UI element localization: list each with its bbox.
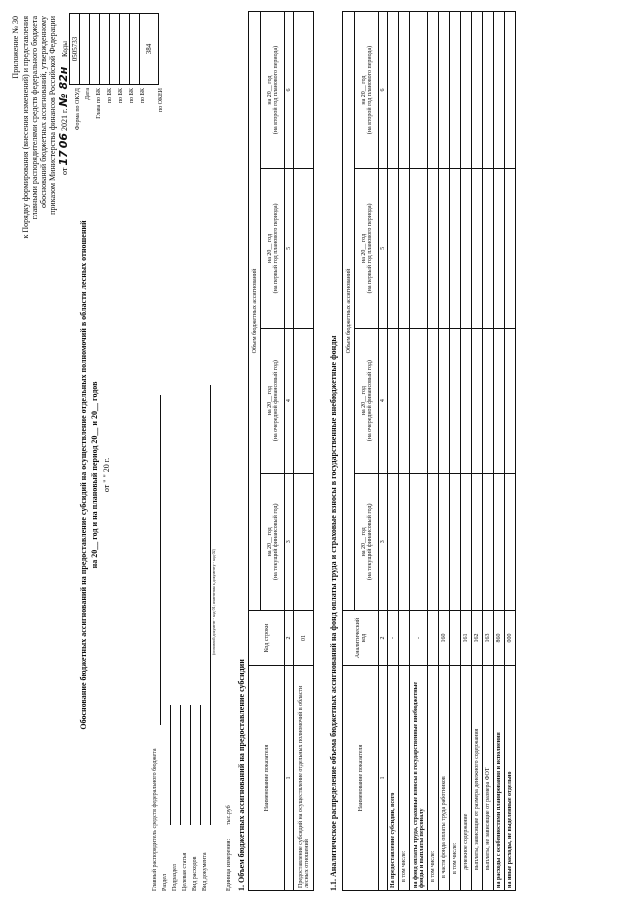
units-value: тыс.руб xyxy=(226,805,232,825)
s11-row-plan2[interactable] xyxy=(439,12,450,169)
code-date xyxy=(80,14,90,85)
s1-num-4: 4 xyxy=(285,328,294,473)
appendix-line-3: обоснований бюджетных ассигнований, утвержденному xyxy=(39,16,48,208)
section11-table xyxy=(342,11,516,891)
s11-row-code: 161 xyxy=(461,611,472,666)
s11-row-next[interactable] xyxy=(410,328,428,473)
s11-row-plan1[interactable] xyxy=(388,169,399,329)
s11-col-plan1-year: на 20__ год xyxy=(360,233,367,263)
code-label-bk-1: по БК xyxy=(107,88,113,104)
s11-row-cur[interactable] xyxy=(505,473,516,610)
code-label-glava: Глава по БК xyxy=(96,88,102,119)
s11-row-code xyxy=(428,611,439,666)
s11-row-code: 000 xyxy=(505,611,516,666)
date-prefix: от xyxy=(60,167,69,175)
s11-row-plan2[interactable] xyxy=(505,12,516,169)
s11-row-cur[interactable] xyxy=(428,473,439,610)
s11-row-cur[interactable] xyxy=(388,473,399,610)
s11-row-plan1[interactable] xyxy=(483,169,494,329)
code-label-okud: Форма по ОКУД xyxy=(75,88,81,131)
s11-table-row xyxy=(505,12,516,891)
s11-row-name: в том числе: xyxy=(428,666,439,891)
s11-row-name: на расходы с особенностями планирования и исполнения xyxy=(494,666,505,891)
s11-row-next[interactable] xyxy=(505,328,516,473)
s11-row-cur[interactable] xyxy=(399,473,410,610)
s11-table-row xyxy=(450,12,461,891)
s11-row-next[interactable] xyxy=(494,328,505,473)
code-label-bk-2: по БК xyxy=(118,88,124,104)
s11-row-plan1[interactable] xyxy=(428,169,439,329)
code-glava xyxy=(90,14,100,85)
s11-row-plan1[interactable] xyxy=(472,169,483,329)
s11-row-plan2[interactable] xyxy=(461,12,472,169)
s11-table-row xyxy=(388,12,399,891)
s11-row-cur[interactable] xyxy=(483,473,494,610)
s11-row-next[interactable] xyxy=(483,328,494,473)
s11-row-code: - xyxy=(410,611,428,666)
s11-body xyxy=(388,12,516,891)
s1-col-next-sub: (на очередной финансовый год) xyxy=(272,360,279,442)
field-podrazdel-line[interactable] xyxy=(180,705,181,825)
s11-num-4: 4 xyxy=(379,328,388,473)
s11-col-volume: Объем бюджетных ассигнований xyxy=(343,12,355,611)
s11-row-cur[interactable] xyxy=(461,473,472,610)
s1-col-plan1-sub: (на первый год планового периода) xyxy=(272,203,279,294)
s11-row-name: в том числе: xyxy=(399,666,410,891)
s11-row-code xyxy=(399,611,410,666)
s1-row-plan1[interactable] xyxy=(294,169,314,329)
s11-table-row xyxy=(483,12,494,891)
date-day: 17 xyxy=(57,150,70,166)
s1-num-6: 6 xyxy=(285,12,294,169)
field-gras-label: Главный распорядитель средств федерального бюджета xyxy=(152,748,158,891)
date-year: 2021 г. xyxy=(60,108,69,131)
s11-table-row xyxy=(472,12,483,891)
s11-row-plan1[interactable] xyxy=(505,169,516,329)
s11-row-name: в том числе: xyxy=(450,666,461,891)
s1-col-plan2 xyxy=(261,12,285,169)
s11-col-plan2-sub: (на второй год планового периода) xyxy=(366,45,373,135)
code-label-bk-4: по БК xyxy=(140,88,146,104)
field-podrazdel-label: Подраздел xyxy=(172,864,178,891)
s11-row-next[interactable] xyxy=(399,328,410,473)
units-label: Единица измерения: xyxy=(226,838,232,891)
s1-col-cur xyxy=(261,473,285,610)
s11-col-next xyxy=(355,328,379,473)
s1-row-plan2[interactable] xyxy=(294,12,314,169)
s1-num-1: 1 xyxy=(285,666,294,891)
field-razdel-label: Раздел xyxy=(162,874,168,891)
s11-col-code: Аналитический код xyxy=(343,611,379,666)
code-bk-3 xyxy=(120,14,130,85)
s11-row-name: выплаты, зависящие от размера денежного содержания xyxy=(472,666,483,891)
field-target-label: Целевая статья xyxy=(182,852,188,891)
code-okud: 0505733 xyxy=(70,14,80,85)
section1-title: 1. Объем бюджетных ассигнований на предоставление субсидии xyxy=(237,659,246,891)
s11-table-row xyxy=(399,12,410,891)
s1-row-code: 01 xyxy=(294,611,314,666)
s11-table-row xyxy=(428,12,439,891)
codes-header: Коды xyxy=(60,41,69,57)
code-label-okei: по ОКЕИ xyxy=(158,88,164,113)
s11-col-cur-sub: (на текущий финансовый год) xyxy=(366,503,373,581)
s1-row-cur[interactable] xyxy=(294,473,314,610)
s1-col-next-year: на 20__ год xyxy=(266,386,273,416)
s11-row-plan2[interactable] xyxy=(410,12,428,169)
code-okei: 384 xyxy=(140,14,159,85)
order-number: № 82н xyxy=(57,66,70,107)
s1-col-volume: Объем бюджетных ассигнований xyxy=(249,12,261,611)
s11-row-name: На предоставление субсидии, всего xyxy=(388,666,399,891)
s11-row-next[interactable] xyxy=(450,328,461,473)
s11-num-3: 3 xyxy=(379,473,388,610)
field-gras-line[interactable] xyxy=(160,395,161,725)
code-label-bk-3: по БК xyxy=(129,88,135,104)
s11-row-plan1[interactable] xyxy=(450,169,461,329)
s11-row-next[interactable] xyxy=(388,328,399,473)
s11-row-plan1[interactable] xyxy=(461,169,472,329)
s1-row-name: Предоставление субсидий на осуществление отдельных полномочий в области лесных отношений xyxy=(294,666,314,891)
s11-row-name: выплаты, не зависящие от размера ФОТ xyxy=(483,666,494,891)
s11-row-plan2[interactable] xyxy=(483,12,494,169)
s11-row-cur[interactable] xyxy=(450,473,461,610)
date-month: 06 xyxy=(57,132,70,149)
appendix-line-2: главными распорядителями средств федерального бюджета xyxy=(30,16,39,220)
s1-col-cur-year: на 20__ год xyxy=(266,527,273,557)
s11-table-row xyxy=(410,12,428,891)
s11-table-row xyxy=(461,12,472,891)
s11-row-name: денежное содержание xyxy=(461,666,472,891)
s11-col-next-sub: (на очередной финансовый год) xyxy=(366,360,373,442)
s11-row-cur[interactable] xyxy=(494,473,505,610)
field-target-line[interactable] xyxy=(190,705,191,825)
s11-col-next-year: на 20__ год xyxy=(360,386,367,416)
s1-num-5: 5 xyxy=(285,169,294,329)
s11-row-cur[interactable] xyxy=(439,473,450,610)
code-label-date: Дата xyxy=(85,88,91,100)
s11-col-cur xyxy=(355,473,379,610)
s11-row-plan1[interactable] xyxy=(399,169,410,329)
s1-col-plan1 xyxy=(261,169,285,329)
s11-row-plan1[interactable] xyxy=(439,169,450,329)
s11-row-name: на фонд оплаты труда, страховые взносы в государственные внебюджетные фонды и выплаты персоналу xyxy=(410,666,428,891)
s11-col-name: Наименование показателя xyxy=(343,666,379,891)
s11-row-next[interactable] xyxy=(461,328,472,473)
s1-col-cur-sub: (на текущий финансовый год) xyxy=(272,503,279,581)
code-bk-4 xyxy=(130,14,140,85)
s11-num-5: 5 xyxy=(379,169,388,329)
s11-row-name: на иные расходы, не выделенные отдельно xyxy=(505,666,516,891)
s1-col-plan1-year: на 20__ год xyxy=(266,233,273,263)
s11-row-next[interactable] xyxy=(428,328,439,473)
s11-row-next[interactable] xyxy=(472,328,483,473)
s11-col-plan2 xyxy=(355,12,379,169)
s11-row-plan2[interactable] xyxy=(399,12,410,169)
s11-row-code: - xyxy=(388,611,399,666)
s11-row-name: в части фонда оплаты труда работников xyxy=(439,666,450,891)
s11-row-plan2[interactable] xyxy=(494,12,505,169)
s11-row-next[interactable] xyxy=(439,328,450,473)
s11-row-plan1[interactable] xyxy=(410,169,428,329)
field-razdel-line[interactable] xyxy=(170,705,171,825)
document-date-line: от " " 20 г. xyxy=(102,457,111,493)
codes-table xyxy=(60,13,159,85)
document-subtitle: на 20__ год и на плановый период 20__ и 20__ годов xyxy=(90,381,99,569)
s11-row-plan1[interactable] xyxy=(494,169,505,329)
appendix-number: Приложение № 30 xyxy=(11,16,20,79)
s11-row-code: 860 xyxy=(494,611,505,666)
document-title: Обоснование бюджетных ассигнований на предоставление субсидий на осуществление отдельных полномочий в области лесных отношений xyxy=(79,220,88,730)
s11-col-plan1 xyxy=(355,169,379,329)
s11-row-plan2[interactable] xyxy=(450,12,461,169)
s11-num-1: 1 xyxy=(379,666,388,891)
s11-num-2: 2 xyxy=(379,611,388,666)
document-hint: (основной документ - код 01; изменения к документу - код 02) xyxy=(211,549,216,655)
s11-row-plan2[interactable] xyxy=(472,12,483,169)
s11-row-code xyxy=(450,611,461,666)
s1-col-code: Код строки xyxy=(249,611,285,666)
s1-col-next xyxy=(261,328,285,473)
section1-table xyxy=(248,11,314,891)
code-bk-2 xyxy=(110,14,120,85)
section11-title: 1.1. Аналитическое распределение объема бюджетных ассигнований на фонд оплаты труда и страховые взносы в государственные внебюджетные фонды xyxy=(329,335,338,891)
appendix-line-1: к Порядку формирования (внесения изменений) и представления xyxy=(21,16,30,239)
s11-table-row xyxy=(439,12,450,891)
s11-col-cur-year: на 20__ год xyxy=(360,527,367,557)
s1-col-plan2-sub: (на второй год планового периода) xyxy=(272,45,279,135)
s1-col-plan2-year: на 20__ год xyxy=(266,75,273,105)
field-doc-label: Вид документа xyxy=(202,852,208,891)
s11-row-code: 163 xyxy=(483,611,494,666)
s1-col-name: Наименование показателя xyxy=(249,666,285,891)
s11-row-cur[interactable] xyxy=(472,473,483,610)
s11-row-code: 162 xyxy=(472,611,483,666)
s11-num-6: 6 xyxy=(379,12,388,169)
s1-num-3: 3 xyxy=(285,473,294,610)
field-vr-label: Вид расходов xyxy=(192,856,198,891)
s11-table-row xyxy=(494,12,505,891)
s11-row-cur[interactable] xyxy=(410,473,428,610)
code-bk-1 xyxy=(100,14,110,85)
s11-col-plan2-year: на 20__ год xyxy=(360,75,367,105)
s11-row-code: 160 xyxy=(439,611,450,666)
s11-row-plan2[interactable] xyxy=(388,12,399,169)
s11-row-plan2[interactable] xyxy=(428,12,439,169)
s11-col-plan1-sub: (на первый год планового периода) xyxy=(366,203,373,294)
s1-num-2: 2 xyxy=(285,611,294,666)
appendix-line-4: приказом Министерства финансов Российской Федерации xyxy=(48,16,57,215)
field-vr-line[interactable] xyxy=(200,705,201,825)
s1-row-next[interactable] xyxy=(294,328,314,473)
